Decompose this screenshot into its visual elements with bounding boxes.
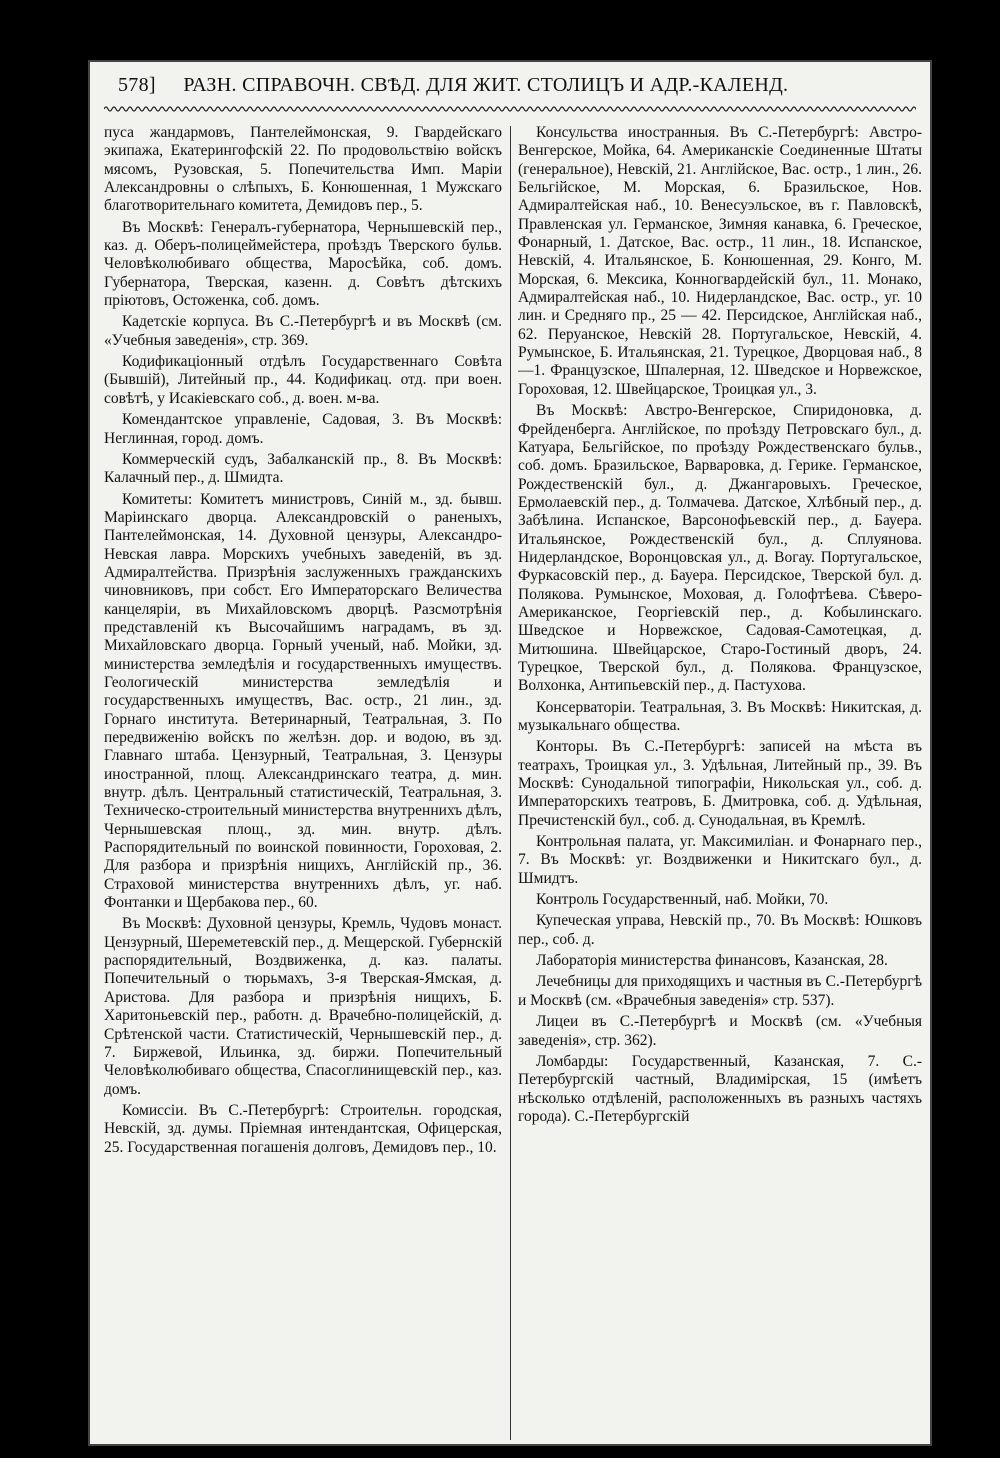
directory-entry: Комитеты: Комитетъ министровъ, Синій м., зд. бывш. Маріинскаго дворца. Александровскій о раненыхъ, Пантелеймонская, 14. Духовной цензуры, Александро-Невская лавра. Морскихъ учебныхъ заведеній, въ зд. Адмиралтейства. Призрѣнія заслуженныхъ гражданскихъ чиновниковъ, при собст. Его Императорскаго Величества канцеляріи, въ Михайловскомъ дворцѣ. Разсмотрѣнія представленій къ Высочайшимъ наградамъ, въ зд. Михайловскаго дворца. Горный ученый, наб. Мойки, зд. министерства земледѣлія и государственныхъ имуществъ. Геологическій министерства земледѣлія и государственныхъ имуществъ, Вас. остр., 21 лин., зд. Горнаго института. Ветеринарный, Театральная, 3. По передвиженію войскъ по желѣзн. дор. и водою, въ зд. Главнаго штаба. Цензурный, Театральная, 3. Цензуры иностранной, площ. Александринскаго театра, д. мин. внутр. дѣлъ. Центральный статистическій, Театральная, 3. Техническо-строительный министерства внутреннихъ дѣлъ, Чернышевская площ., зд. мин. внутр. дѣлъ. Распорядительный по воинской повинности, Гороховая, 2. Для разбора и призрѣнія нищихъ, Англійскій пр., 36. Страховой министерства внутреннихъ дѣлъ, уг. наб. Фонтанки и Щербакова пер., 60. bbox=[104, 490, 502, 912]
running-title: РАЗН. СПРАВОЧН. СВѢД. ДЛЯ ЖИТ. СТОЛИЦЪ И АДР.-КАЛЕНД. bbox=[183, 74, 789, 96]
directory-entry: Лицеи въ С.-Петербургѣ и Москвѣ (см. «Учебныя заведенія», стр. 362). bbox=[518, 1013, 922, 1049]
document-page bbox=[88, 60, 932, 1446]
directory-entry: Въ Москвѣ: Австро-Венгерское, Спиридоновка, д. Фрейденберга. Англійское, по проѣзду Петровскаго бул., д. Катуара, Бельгійское, по проѣзду Рождественскаго бульв., соб. домъ. Бразильское, Варваровка, д. Герике. Германское, Рождественскій бул., д. Джангаровыхъ. Греческое, Ермолаевскій пер., д. Толмачева. Датское, Хлѣбный пер., д. Забѣлина. Испанское, Варсонофьевскій пер., д. Бауера. Итальянское, Рождественскій бул., д. Сплуянова. Нидерландское, Воронцовская ул., д. Вогау. Португальское, Фуркасовскій пер., д. Бауера. Персидское, Тверской бул. д. Полякова. Румынское, Моховая, д. Голофтѣева. Сѣверо-Американское, Георгіевскій пер., д. Кобылинскаго. Шведское и Норвежское, Садовая-Самотецкая, д. Митюшина. Швейцарское, Старо-Гостиный дворъ, 24. Турецкое, Тверской бул., д. Полякова. Французское, Волхонка, Антипьевскій пер., д. Пастухова. bbox=[518, 402, 922, 695]
directory-entry: Въ Москвѣ: Духовной цензуры, Кремль, Чудовъ монаст. Цензурный, Шереметевскій пер., д. Мещерской. Губернскій распорядительный, Воздвиженка, д. каз. палаты. Попечительный о тюрьмахъ, 3-я Тверская-Ямская, д. Аристова. Для разбора и призрѣнія нищихъ, Б. Харитоньевскій пер., работн. д. Врачебно-полицейскій, д. Срѣтенской части. Статистическій, Чернышевскій пер., д. 7. Биржевой, Ильинка, зд. биржи. Попечительный Человѣколюбиваго общества, Спасоглинищевскій пер., каз. домъ. bbox=[104, 915, 502, 1098]
directory-entry: Комендантское управленіе, Садовая, 3. Въ Москвѣ: Неглинная, город. домъ. bbox=[104, 411, 502, 447]
column-divider bbox=[510, 126, 511, 1440]
directory-entry: Комиссіи. Въ С.-Петербургѣ: Строительн. городская, Невскій, зд. думы. Пріемная интендантская, Офицерская, 25. Государственная погашенія долговъ, Демидовъ пер., 10. bbox=[104, 1101, 502, 1156]
directory-entry: Коммерческій судъ, Забалканскій пр., 8. Въ Москвѣ: Калачный пер., д. Шмидта. bbox=[104, 450, 502, 487]
directory-entry: Конторы. Въ С.-Петербургѣ: записей на мѣста въ театрахъ, Троицкая ул., 3. Удѣльная, Литейный пр., 39. Въ Москвѣ: Сунодальной типографіи, Никольская ул., соб. д. Императорскихъ театровъ, Б. Дмитровка, соб. д. Удѣльная, Пречистенскій бул., соб. д. Сунодальная, въ Кремлѣ. bbox=[518, 738, 922, 829]
running-header bbox=[118, 74, 918, 108]
directory-entry: Консульства иностранныя. Въ С.-Петербургѣ: Австро-Венгерское, Мойка, 64. Американскіе Соединенные Штаты (генеральное), Невскій, 21. Англійское, Вас. остр., 1 лин., 26. Бельгійское, М. Морская, 6. Бразильское, Нов. Адмиралтейская наб., 10. Венесуэльское, въ г. Павловскѣ, Правленская ул. Германское, Зимняя канавка, 6. Греческое, Фонарный, 1. Датское, Вас. остр., 11 лин., 18. Испанское, Невскій, 4. Итальянское, Б. Конюшенная, 29. Конго, М. Морская, 6. Мексика, Конногвардейскій бул., 11. Монако, Адмиралтейская наб., 10. Нидерландское, Вас. остр., уг. 10 лин. и Средняго пр., 25 — 42. Персидское, Англійская наб., 62. Перуанское, Невскій 28. Португальское, Невскій, 4. Румынское, Б. Итальянская, 21. Турецкое, Дворцовая наб., 8—1. Французское, Шпалерная, 12. Шведское и Норвежское, Гороховая, 12. Швейцарское, Троицкая ул., 3. bbox=[518, 124, 922, 398]
directory-entry: Консерваторіи. Театральная, 3. Въ Москвѣ: Никитская, д. музыкальнаго общества. bbox=[518, 698, 922, 734]
left-column bbox=[104, 124, 502, 1442]
right-column bbox=[518, 124, 922, 1442]
directory-entry: Купеческая управа, Невскій пр., 70. Въ Москвѣ: Юшковъ пер., соб. д. bbox=[518, 912, 922, 948]
directory-entry: пуса жандармовъ, Пантелеймонская, 9. Гвардейскаго экипажа, Екатерингофскій 22. По продовольствію войскъ мясомъ, Рузовская, 5. Попечительства Имп. Маріи Александровны о слѣпыхъ, Б. Конюшенная, 1 Мужскаго благотворительнаго комитета, Демидовъ пер., 5. bbox=[104, 124, 502, 215]
header-divider bbox=[104, 104, 916, 114]
directory-entry: Кадетскіе корпуса. Въ С.-Петербургѣ и въ Москвѣ (см. «Учебныя заведенія», стр. 369. bbox=[104, 313, 502, 349]
directory-entry: Лечебницы для приходящихъ и частныя въ С.-Петербургѣ и Москвѣ (см. «Врачебныя заведенія» стр. 537). bbox=[518, 973, 922, 1009]
directory-entry: Контрольная палата, уг. Максимиліан. и Фонарнаго пер., 7. Въ Москвѣ: уг. Воздвиженки и Никитскаго бул., д. Шмидтъ. bbox=[518, 833, 922, 887]
directory-entry: Кодификаціонный отдѣлъ Государственнаго Совѣта (Бывшій), Литейный пр., 44. Кодификац. отд. при воен. совѣтѣ, у Исакіевскаго соб., д. воен. м-ва. bbox=[104, 353, 502, 407]
directory-entry: Лабораторія министерства финансовъ, Казанская, 28. bbox=[536, 952, 888, 970]
directory-entry: Контроль Государственный, наб. Мойки, 70. bbox=[536, 891, 829, 909]
directory-entry: Ломбарды: Государственный, Казанская, 7. С.-Петербургскій частный, Владимірская, 15 (имѣетъ нѣсколько отдѣленій, расположенныхъ въ разныхъ частяхъ города). С.-Петербургскій bbox=[518, 1052, 922, 1125]
page-number: 578] bbox=[118, 74, 156, 96]
directory-entry: Въ Москвѣ: Генералъ-губернатора, Чернышевскій пер., каз. д. Оберъ-полицеймейстера, проѣздъ Тверского бульв. Человѣколюбиваго общества, Маросѣйка, соб. домъ. Губернатора, Тверская, казенн. д. Совѣтъ дѣтскихъ пріютовъ, Остоженка, соб. домъ. bbox=[104, 218, 502, 310]
